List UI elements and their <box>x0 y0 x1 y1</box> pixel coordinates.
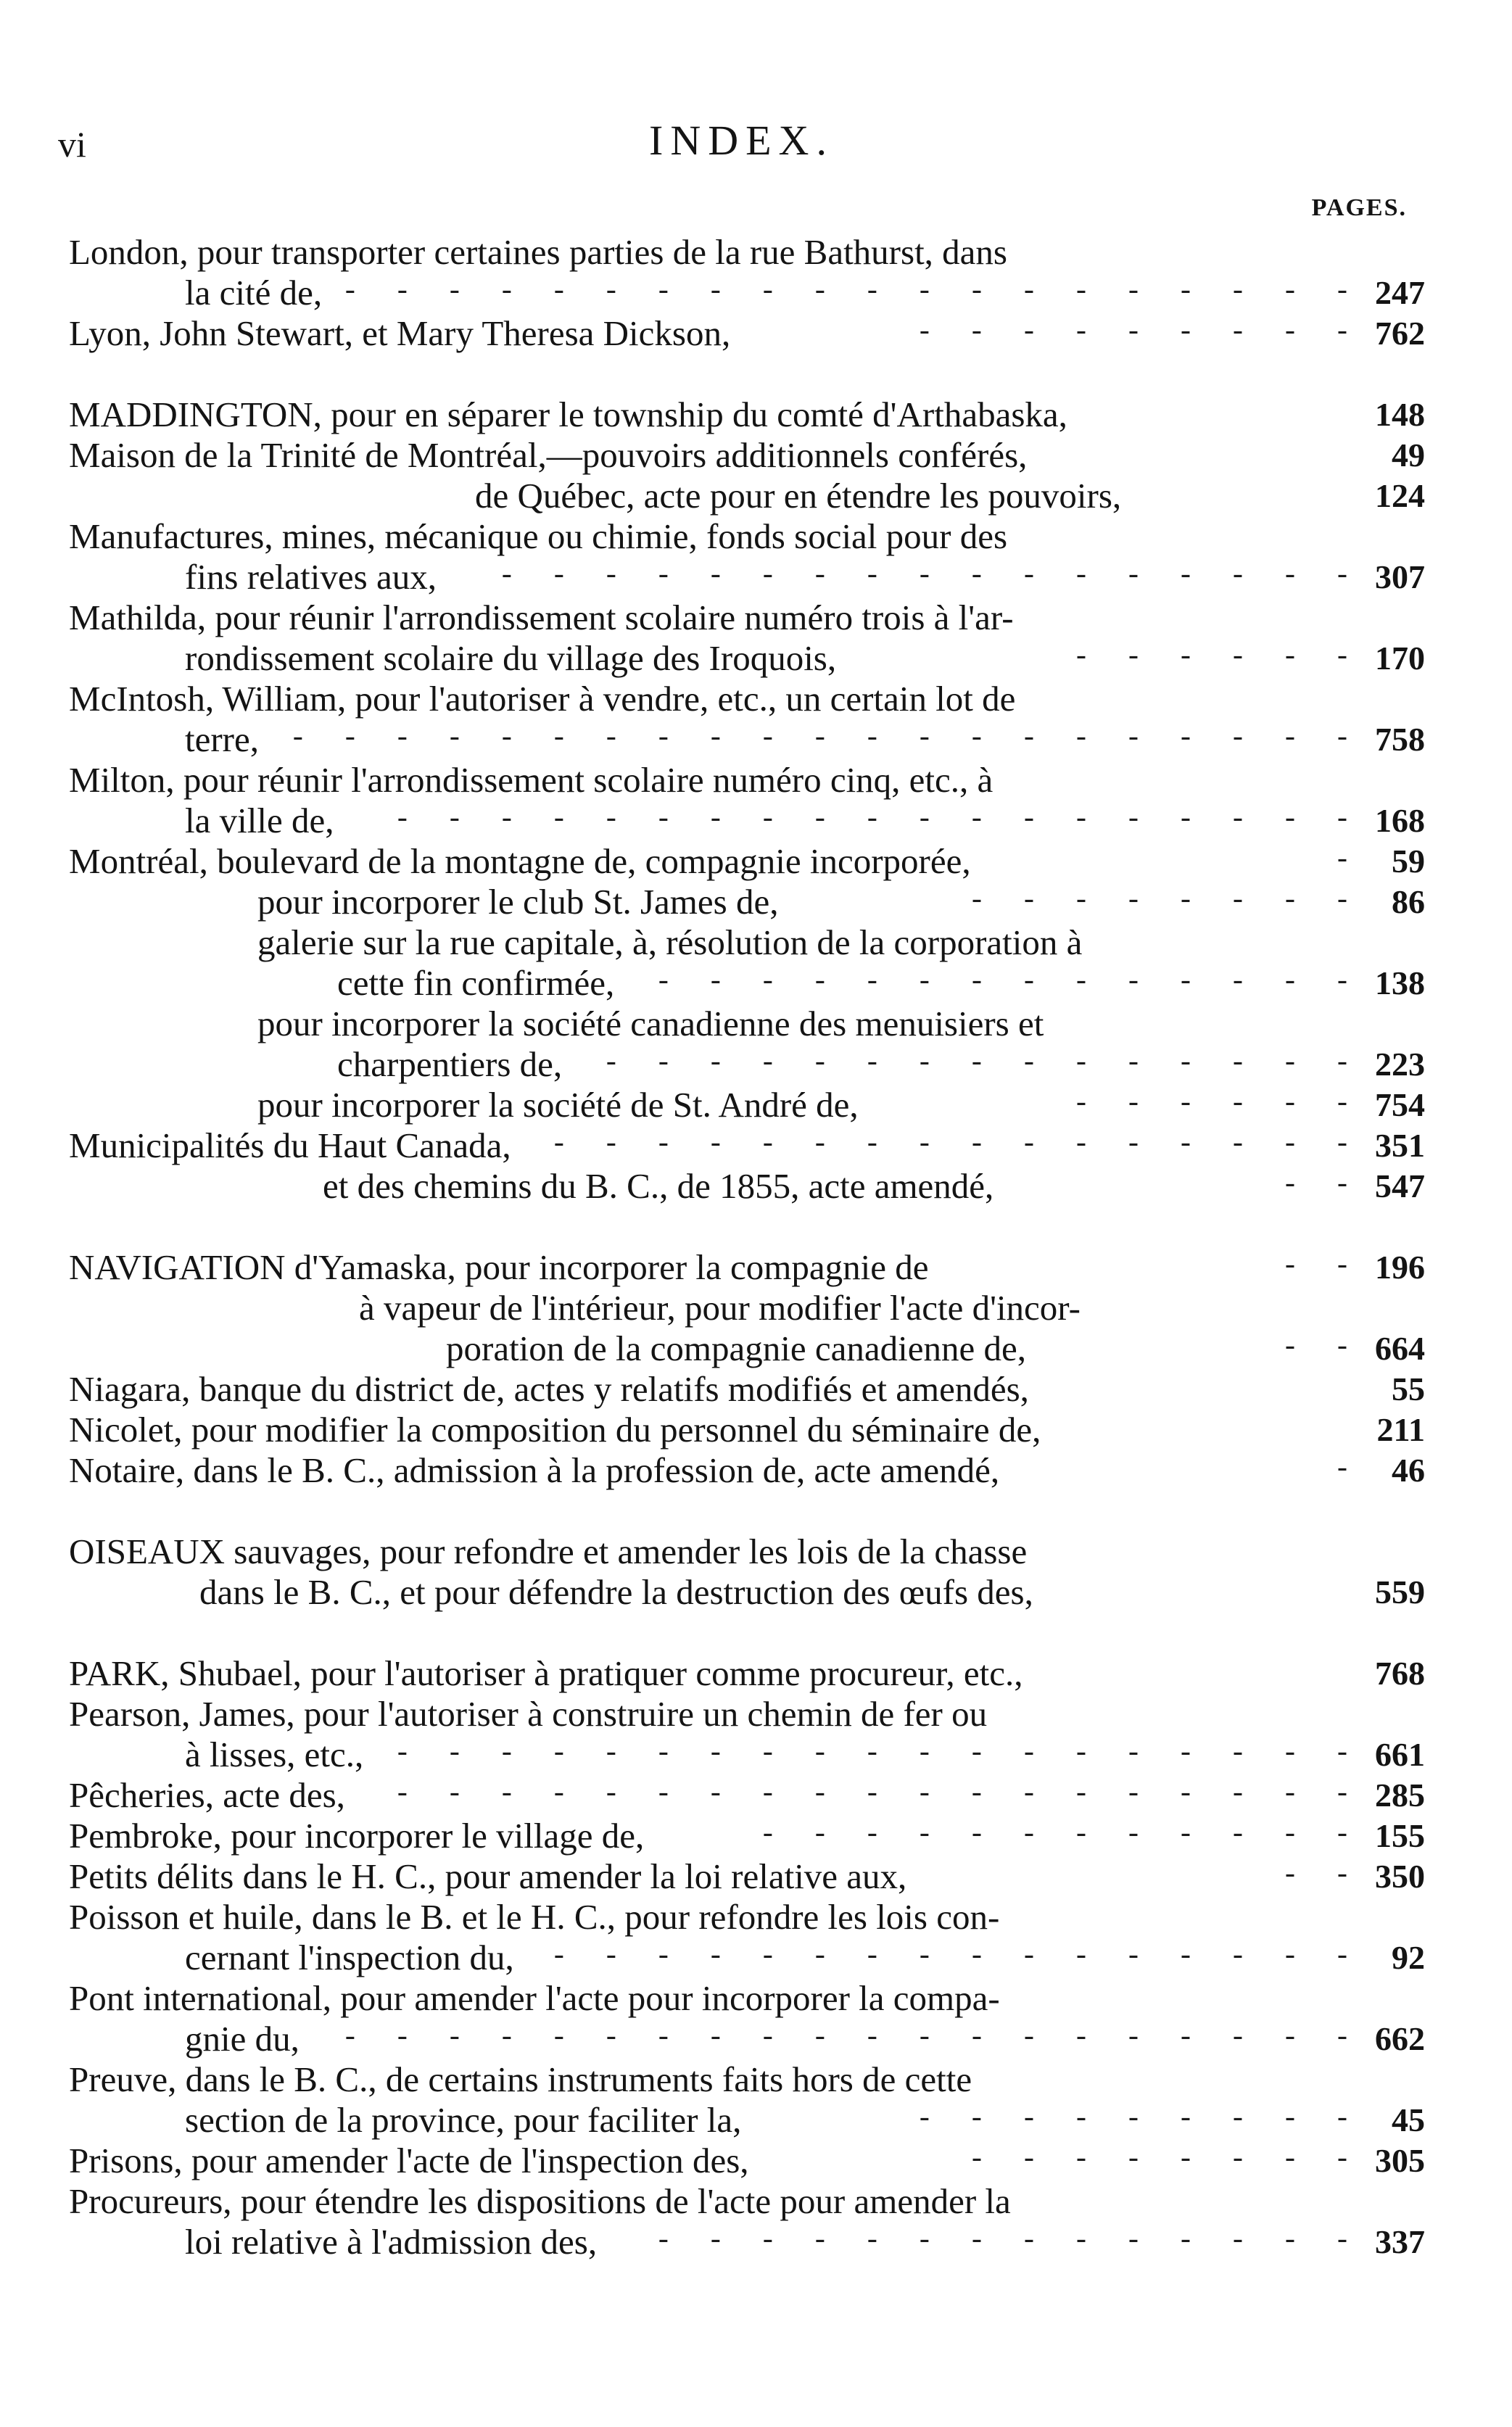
dot-leader: - - - - - - - - - - - - - - - - - - - - <box>341 2022 1360 2055</box>
index-line <box>69 2181 1425 2222</box>
entry-text: terre, <box>185 719 259 759</box>
entry-text: pour incorporer la société canadienne des menuisiers et <box>257 1004 1044 1043</box>
entry-text: OISEAUX sauvages, pour refondre et amender les lois de la chasse <box>69 1531 1028 1571</box>
entry-text: NAVIGATION d'Yamaska, pour incorporer la compagnie de <box>69 1247 929 1287</box>
page-number: 45 <box>1392 2101 1425 2138</box>
entry-text: Niagara, banque du district de, actes y relatifs modifiés et amendés, <box>69 1369 1029 1409</box>
index-line <box>69 435 1425 476</box>
index-line <box>69 557 1425 598</box>
page-number: 49 <box>1392 437 1425 474</box>
entry-text: rondissement scolaire du village des Iroquois, <box>185 638 837 678</box>
index-line <box>69 801 1425 841</box>
page-number: 211 <box>1376 1411 1425 1448</box>
dot-leader: - - <box>1281 1251 1360 1283</box>
dot-leader: - - - - - - - - - - - - - - - - - - - <box>393 1738 1360 1771</box>
page-header <box>58 109 1425 174</box>
page-number: 86 <box>1392 883 1425 920</box>
dot-leader: - - - - - - - - - - - - - - - - <box>550 1129 1360 1162</box>
page-number: 762 <box>1375 315 1425 352</box>
entry-text: Procureurs, pour étendre les dispositions de l'acte pour amender la <box>69 2181 1011 2221</box>
entry-text: Petits délits dans le H. C., pour amender la loi relative aux, <box>69 1856 907 1896</box>
entry-text: Lyon, John Stewart, et Mary Theresa Dickson, <box>69 313 731 353</box>
dot-leader: - - - - - - - - - <box>915 2104 1360 2136</box>
index-line <box>69 1410 1425 1450</box>
page-number: 547 <box>1375 1167 1425 1204</box>
entry-text: PARK, Shubael, pour l'autoriser à pratiquer comme procureur, etc., <box>69 1653 1023 1693</box>
index-line <box>69 516 1425 557</box>
dot-leader: - - - - - - - - - - - - - - - - - - - - - <box>289 723 1360 756</box>
dot-leader: - - - - - - <box>1072 642 1360 674</box>
running-title: INDEX. <box>649 117 834 164</box>
index-line <box>69 1531 1425 1572</box>
entry-text: loi relative à l'admission des, <box>185 2222 598 2262</box>
index-line <box>69 1938 1425 1978</box>
page-number: 46 <box>1392 1452 1425 1489</box>
entry-text: dans le B. C., et pour défendre la destruction des œufs des, <box>199 1572 1033 1612</box>
page-number: 148 <box>1375 396 1425 433</box>
index-line <box>69 882 1425 922</box>
dot-leader: - - - - - - - - - - - - - - <box>654 967 1360 999</box>
entry-text: poration de la compagnie canadienne de, <box>446 1328 1026 1368</box>
page-number: 768 <box>1375 1655 1425 1692</box>
dot-leader: - - - - - - - - <box>967 2144 1360 2177</box>
entry-text: charpentiers de, <box>337 1044 563 1084</box>
section-gap <box>69 1491 1425 1531</box>
index-line <box>69 841 1425 882</box>
index-line <box>69 1978 1425 2019</box>
dot-leader: - - - - - - - - - - - - - - - <box>602 1048 1360 1080</box>
section-gap <box>69 1207 1425 1247</box>
index-line <box>69 2141 1425 2181</box>
index-line <box>69 1653 1425 1694</box>
page-number: 196 <box>1375 1249 1425 1286</box>
index-line <box>69 1694 1425 1735</box>
entry-text: gnie du, <box>185 2019 299 2059</box>
entry-text: cernant l'inspection du, <box>185 1938 514 1977</box>
page-number: 337 <box>1375 2223 1425 2260</box>
section-gap <box>69 354 1425 394</box>
index-line <box>69 1775 1425 1816</box>
entry-text: McIntosh, William, pour l'autoriser à vendre, etc., un certain lot de <box>69 679 1016 719</box>
index-line <box>69 1572 1425 1613</box>
page-number: 59 <box>1392 843 1425 880</box>
index-line <box>69 760 1425 801</box>
index-line <box>69 1125 1425 1166</box>
index-line <box>69 963 1425 1004</box>
index-line <box>69 638 1425 679</box>
index-entries <box>69 232 1425 2262</box>
index-line <box>69 598 1425 638</box>
page-number: 754 <box>1375 1086 1425 1123</box>
index-line <box>69 1856 1425 1897</box>
index-line <box>69 679 1425 719</box>
entry-text: Municipalités du Haut Canada, <box>69 1125 511 1165</box>
dot-leader: - - - - - - - - - - - - - - - - - <box>497 561 1360 593</box>
dot-leader: - - - - - - - - - - - - - - <box>654 2225 1360 2258</box>
dot-leader: - - <box>1281 1170 1360 1202</box>
entry-text: la cité de, <box>185 273 323 313</box>
page-number: 285 <box>1375 1777 1425 1814</box>
entry-text: London, pour transporter certaines parties de la rue Bathurst, dans <box>69 232 1008 272</box>
page-number: 124 <box>1375 477 1425 514</box>
dot-leader: - - - - - - - - - <box>915 317 1360 350</box>
page-number: 307 <box>1375 558 1425 595</box>
pages-column-label: PAGES. <box>1311 194 1407 221</box>
entry-text: fins relatives aux, <box>185 557 437 597</box>
entry-text: à lisses, etc., <box>185 1735 364 1774</box>
entry-text: Nicolet, pour modifier la composition du personnel du séminaire de, <box>69 1410 1041 1450</box>
dot-leader: - <box>1333 1454 1360 1487</box>
index-line <box>69 232 1425 273</box>
page-number: 223 <box>1375 1046 1425 1083</box>
index-line <box>69 1735 1425 1775</box>
index-line <box>69 1247 1425 1288</box>
page-number: 662 <box>1375 2020 1425 2057</box>
entry-text: pour incorporer la société de St. André de, <box>257 1085 859 1125</box>
index-line <box>69 1044 1425 1085</box>
index-line <box>69 1004 1425 1044</box>
entry-text: galerie sur la rue capitale, à, résolution de la corporation à <box>257 922 1083 962</box>
entry-text: Pont international, pour amender l'acte pour incorporer la compa- <box>69 1978 1000 2018</box>
entry-text: Manufactures, mines, mécanique ou chimie, fonds social pour des <box>69 516 1008 556</box>
index-line <box>69 476 1425 516</box>
section-gap <box>69 1613 1425 1653</box>
index-line <box>69 1897 1425 1938</box>
page-number: 661 <box>1375 1736 1425 1773</box>
index-line <box>69 1450 1425 1491</box>
entry-text: Milton, pour réunir l'arrondissement scolaire numéro cinq, etc., à <box>69 760 993 800</box>
page-number: 758 <box>1375 721 1425 758</box>
page-number: 559 <box>1375 1574 1425 1611</box>
page-number: 138 <box>1375 964 1425 1001</box>
page-number: 305 <box>1375 2142 1425 2179</box>
index-line <box>69 394 1425 435</box>
page-number: 92 <box>1392 1939 1425 1976</box>
index-line <box>69 2222 1425 2262</box>
entry-text: pour incorporer le club St. James de, <box>257 882 779 922</box>
dot-leader: - - - - - - - - <box>967 885 1360 918</box>
dot-leader: - - <box>1281 1332 1360 1365</box>
page-number: 170 <box>1375 640 1425 677</box>
page-number: 168 <box>1375 802 1425 839</box>
dot-leader: - - <box>1281 1860 1360 1893</box>
index-line <box>69 719 1425 760</box>
entry-text: section de la province, pour faciliter la, <box>185 2100 742 2140</box>
entry-text: Pêcheries, acte des, <box>69 1775 345 1815</box>
index-line <box>69 1288 1425 1328</box>
index-line <box>69 1166 1425 1207</box>
index-line <box>69 2019 1425 2059</box>
entry-text: Preuve, dans le B. C., de certains instruments faits hors de cette <box>69 2059 972 2099</box>
page-number: 350 <box>1375 1858 1425 1895</box>
entry-text: Pearson, James, pour l'autoriser à construire un chemin de fer ou <box>69 1694 988 1734</box>
entry-text: Montréal, boulevard de la montagne de, compagnie incorporée, <box>69 841 971 881</box>
entry-text: MADDINGTON, pour en séparer le township du comté d'Arthabaska, <box>69 394 1067 434</box>
entry-text: la ville de, <box>185 801 334 840</box>
dot-leader: - <box>1333 845 1360 877</box>
entry-text: à vapeur de l'intérieur, pour modifier l'acte d'incor- <box>359 1288 1081 1328</box>
index-line <box>69 922 1425 963</box>
page-number: 664 <box>1375 1330 1425 1367</box>
dot-leader: - - - - - - - - - - - - <box>759 1819 1360 1852</box>
entry-text: de Québec, acte pour en étendre les pouvoirs, <box>475 476 1122 516</box>
entry-text: Mathilda, pour réunir l'arrondissement scolaire numéro trois à l'ar- <box>69 598 1014 637</box>
dot-leader: - - - - - - - - - - - - - - - - - - - <box>393 1779 1360 1811</box>
entry-text: et des chemins du B. C., de 1855, acte amendé, <box>323 1166 994 1206</box>
page-number: 247 <box>1375 274 1425 311</box>
folio-number: vi <box>58 124 86 165</box>
dot-leader: - - - - - - <box>1072 1088 1360 1121</box>
index-line <box>69 1816 1425 1856</box>
dot-leader: - - - - - - - - - - - - - - - - - - - - <box>341 276 1360 309</box>
page-number: 351 <box>1375 1127 1425 1164</box>
index-line <box>69 2059 1425 2100</box>
index-line <box>69 1369 1425 1410</box>
entry-text: cette fin confirmée, <box>337 963 615 1003</box>
entry-text: Maison de la Trinité de Montréal,—pouvoirs additionnels conférés, <box>69 435 1028 475</box>
dot-leader: - - - - - - - - - - - - - - - - - - - <box>393 804 1360 837</box>
index-line <box>69 2100 1425 2141</box>
index-line <box>69 1085 1425 1125</box>
entry-text: Prisons, pour amender l'acte de l'inspection des, <box>69 2141 749 2180</box>
page-number: 155 <box>1375 1817 1425 1854</box>
index-line <box>69 273 1425 313</box>
index-line <box>69 313 1425 354</box>
index-line <box>69 1328 1425 1369</box>
dot-leader: - - - - - - - - - - - - - - - - <box>550 1941 1360 1974</box>
entry-text: Poisson et huile, dans le B. et le H. C., pour refondre les lois con- <box>69 1897 1000 1937</box>
entry-text: Pembroke, pour incorporer le village de, <box>69 1816 645 1856</box>
page-number: 55 <box>1392 1370 1425 1407</box>
entry-text: Notaire, dans le B. C., admission à la profession de, acte amendé, <box>69 1450 1000 1490</box>
